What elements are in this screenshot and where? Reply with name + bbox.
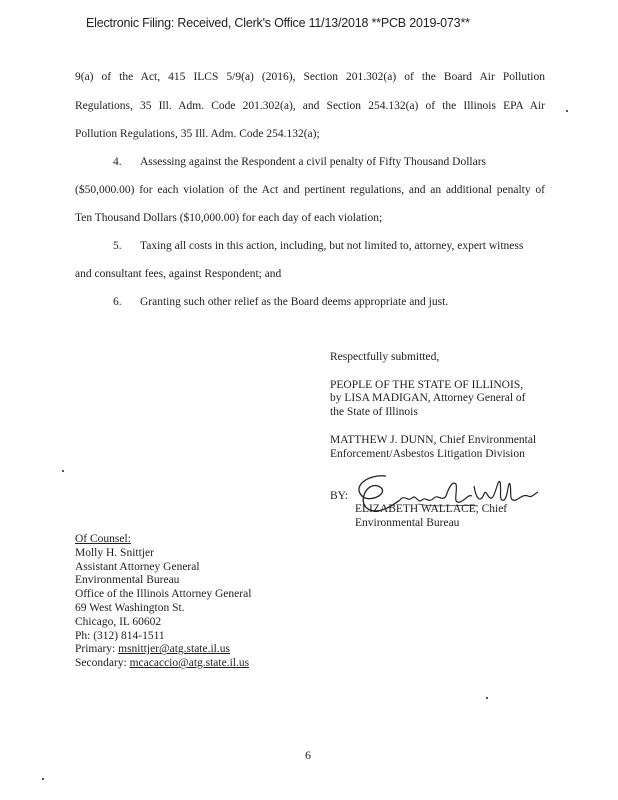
people-line-1: PEOPLE OF THE STATE OF ILLINOIS, — [330, 379, 524, 391]
item-5-line-1: Taxing all costs in this action, including, but not limited to, attorney, expert witness — [140, 240, 524, 252]
scan-speck — [42, 778, 44, 780]
scan-speck — [62, 470, 64, 472]
primary-email-row — [75, 643, 251, 657]
primary-label: Primary: — [75, 643, 119, 656]
counsel-line: Environmental Bureau — [75, 574, 180, 587]
counsel-line: Molly H. Snittjer — [75, 546, 154, 559]
closing: Respectfully submitted, — [330, 351, 440, 363]
dunn-line-1: MATTHEW J. DUNN, Chief Environmental — [330, 434, 537, 446]
filing-header: Electronic Filing: Received, Clerk's Office 11/13/2018 **PCB 2019-073** — [86, 16, 470, 30]
scan-speck — [566, 110, 568, 112]
item-5-number: 5. — [113, 240, 122, 252]
counsel-line: Ph: (312) 814-1511 — [75, 629, 165, 642]
secondary-label: Secondary: — [75, 657, 130, 670]
counsel-line: 69 West Washington St. — [75, 601, 185, 614]
paragraph-line-1: 9(a) of the Act, 415 ILCS 5/9(a) (2016), Section 201.302(a) of the Board Air Pollution — [75, 71, 545, 83]
secondary-email-row — [75, 657, 251, 671]
of-counsel-block — [75, 533, 251, 671]
signer-line-1: ELIZABETH WALLACE, Chief — [355, 503, 508, 515]
paragraph-line-2: Regulations, 35 Ill. Adm. Code 201.302(a), and Section 254.132(a) of the Illinois EPA Air — [75, 100, 545, 112]
signer-line-2: Environmental Bureau — [355, 517, 460, 529]
counsel-line: Chicago, IL 60602 — [75, 615, 162, 628]
paragraph-line-3: Pollution Regulations, 35 Ill. Adm. Code 254.132(a); — [75, 128, 320, 140]
by-label: BY: — [330, 490, 349, 502]
item-6-line-1: Granting such other relief as the Board deems appropriate and just. — [140, 296, 449, 308]
item-4-number: 4. — [113, 156, 122, 168]
item-6-number: 6. — [113, 296, 122, 308]
counsel-line: Office of the Illinois Attorney General — [75, 588, 252, 601]
dunn-line-2: Enforcement/Asbestos Litigation Division — [330, 448, 525, 460]
item-4-line-1: Assessing against the Respondent a civil penalty of Fifty Thousand Dollars — [140, 156, 487, 168]
item-4-line-2: ($50,000.00) for each violation of the Act and pertinent regulations, and an additional penalty of — [75, 184, 545, 196]
people-line-3: the State of Illinois — [330, 406, 418, 418]
scan-speck — [486, 697, 488, 699]
item-4-line-3: Ten Thousand Dollars ($10,000.00) for each day of each violation; — [75, 212, 383, 224]
page-number: 6 — [305, 748, 311, 762]
counsel-line: Assistant Attorney General — [75, 560, 200, 573]
of-counsel-heading: Of Counsel: — [75, 533, 131, 545]
secondary-email-link[interactable]: mcacaccio@atg.state.il.us — [129, 657, 250, 670]
primary-email-link[interactable]: msnittjer@atg.state.il.us — [118, 643, 230, 656]
item-5-line-2: and consultant fees, against Respondent; and — [75, 268, 282, 280]
people-line-2: by LISA MADIGAN, Attorney General of — [330, 392, 526, 404]
